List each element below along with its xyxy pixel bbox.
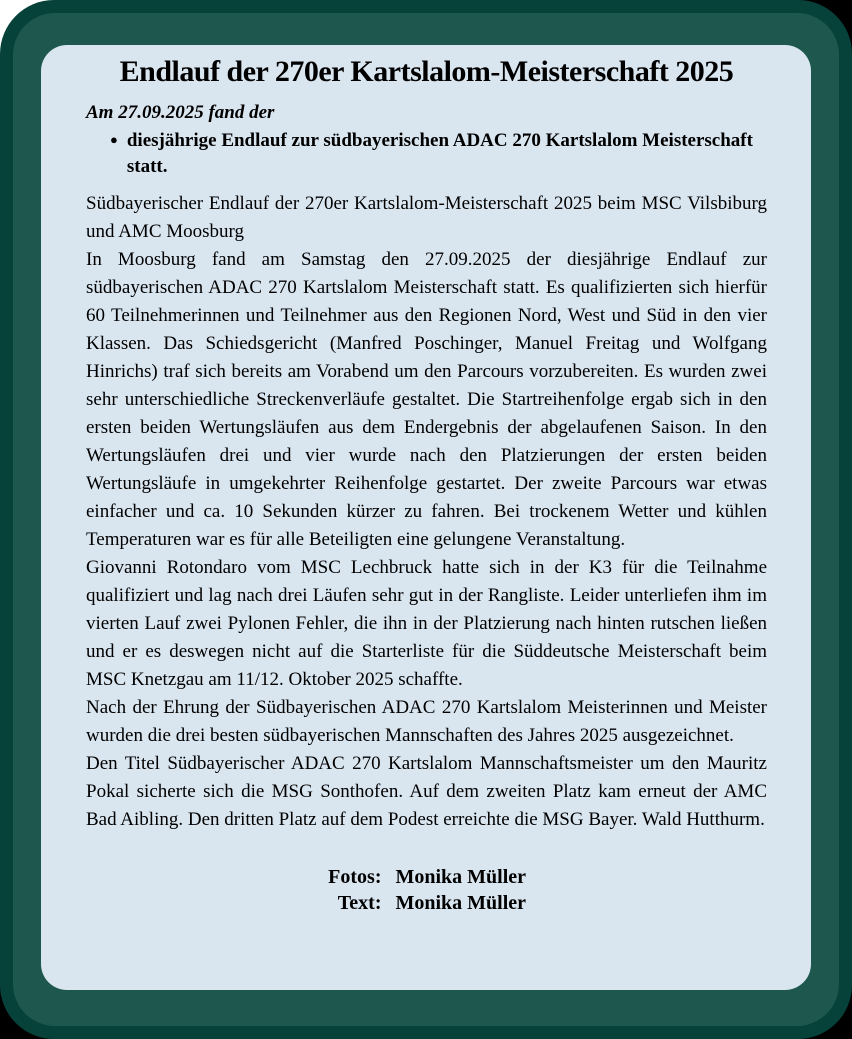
credit-value-text: Monika Müller bbox=[395, 891, 527, 914]
content-panel bbox=[41, 45, 811, 990]
paragraph: In Moosburg fand am Samstag den 27.09.2025 der diesjährige Endlauf zur südbayerischen ADAC 270 Kartslalom Meisterschaft statt. Es qualifizierten sich hierfür 60 Teilnehmerinnen und Teilnehmer aus den Regionen Nord, West und Süd in den vier Klassen. Das Schiedsgericht (Manfred Poschinger, Manuel Freitag und Wolfgang Hinrichs) traf sich bereits am Vorabend um den Parcours vorzubereiten. Es wurden zwei sehr unterschiedliche Streckenverläufe gestaltet. Die Startreihenfolge ergab sich in den ersten beiden Wertungsläufen aus dem Endergebnis der abgelaufenen Saison. In den Wertungsläufen drei und vier wurde nach den Platzierungen der ersten beiden Wertungsläufe in umgekehrter Reihenfolge gestartet. Der zweite Parcours war etwas einfacher und ca. 10 Sekunden kürzer zu fahren. Bei trockenem Wetter und kühlen Temperaturen war es für alle Beteiligten eine gelungene Veranstaltung. bbox=[86, 248, 767, 550]
credit-row-text bbox=[312, 890, 542, 916]
credit-value-fotos: Monika Müller bbox=[395, 865, 527, 888]
credit-label-fotos: Fotos: bbox=[328, 865, 382, 888]
credits-block bbox=[86, 864, 767, 916]
credit-label-text: Text: bbox=[337, 891, 382, 914]
bullet-item bbox=[86, 128, 767, 180]
credit-row-fotos bbox=[312, 864, 542, 890]
page-title: Endlauf der 270er Kartslalom-Meisterschaft 2025 bbox=[119, 55, 734, 88]
article-body bbox=[86, 190, 767, 834]
paragraph: Nach der Ehrung der Südbayerischen ADAC 270 Kartslalom Meisterinnen und Meister wurden die drei besten südbayerischen Mannschaften des Jahres 2025 ausgezeichnet. bbox=[86, 696, 767, 746]
bullet-item-text: diesjährige Endlauf zur südbayerischen ADAC 270 Kartslalom Meisterschaft statt. bbox=[126, 129, 753, 177]
bullet-icon: ● bbox=[110, 131, 118, 147]
inner-frame bbox=[13, 13, 839, 1026]
paragraph: Den Titel Südbayerischer ADAC 270 Kartslalom Mannschaftsmeister um den Mauritz Pokal sicherte sich die MSG Sonthofen. Auf dem zweiten Platz kam erneut der AMC Bad Aibling. Den dritten Platz auf dem Podest erreichte die MSG Bayer. Wald Hutthurm. bbox=[86, 752, 767, 830]
paragraph: Giovanni Rotondaro vom MSC Lechbruck hatte sich in der K3 für die Teilnahme qualifiziert und lag nach drei Läufen sehr gut in der Rangliste. Leider unterliefen ihm im vierten Lauf zwei Pylonen Fehler, die ihn in der Platzierung nach hinten rutschen ließen und er es deswegen nicht auf die Starterliste für die Süddeutsche Meisterschaft beim MSC Knetzgau am 11/12. Oktober 2025 schaffte. bbox=[86, 556, 767, 690]
article-content bbox=[86, 55, 767, 970]
intro-line: Am 27.09.2025 fand der bbox=[86, 101, 275, 123]
paragraph: Südbayerischer Endlauf der 270er Kartslalom-Meisterschaft 2025 beim MSC Vilsbiburg und AMC Moosburg bbox=[86, 192, 767, 242]
